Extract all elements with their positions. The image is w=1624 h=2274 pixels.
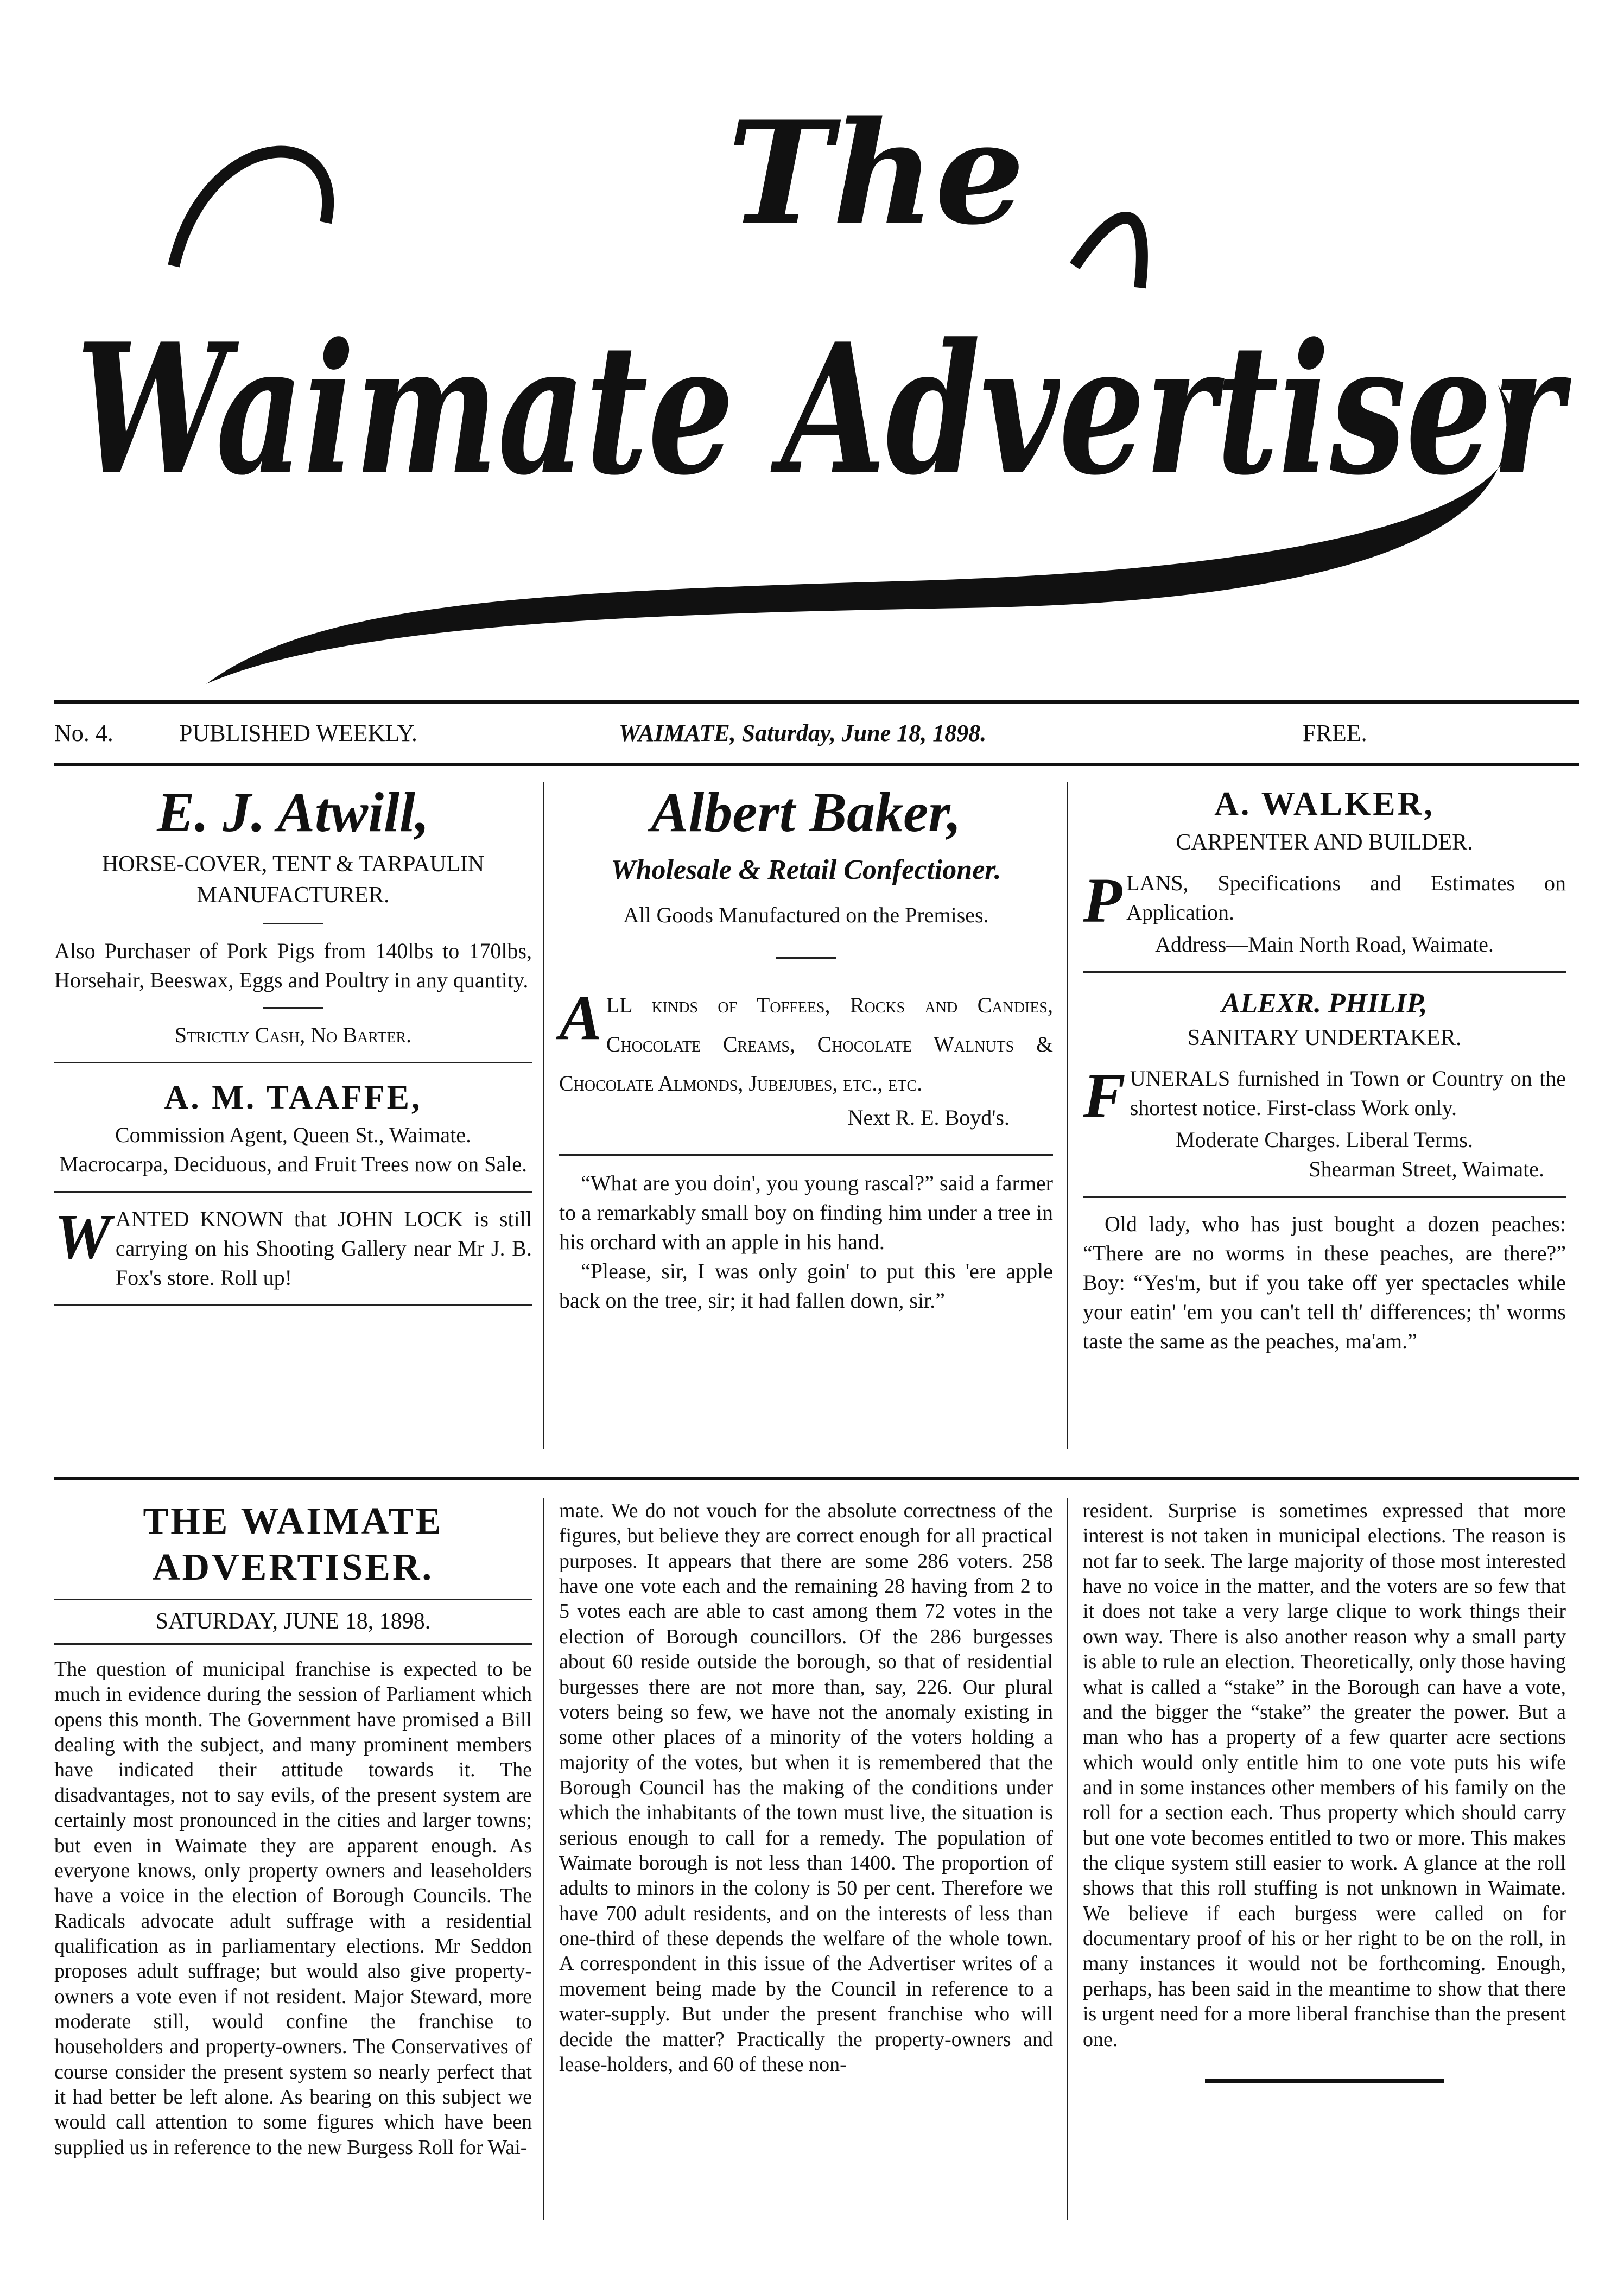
story-peaches: Old lady, who has just bought a dozen peaches: “There are no worms in these peaches, are there?” Boy: “Yes'm, but if you take off yer spectacles while your eatin' 'em you can't tell th' differences; th' worms taste the same as the peaches, ma'am.”	[1083, 1211, 1566, 1353]
divider	[1083, 971, 1566, 973]
swash-w-stroke	[174, 152, 328, 266]
editorial-text-2: mate. We do not vouch for the absolute correctness of the figures, but believe they are correct enough for all practical purposes. It appears that there are some 286 voters. 258 have one vote each and the remaining 28 having from 2 to 5 votes each are able to cast among them 72 votes in the election of Borough councillors. Of the 286 burgesses about 60 reside outside the borough, so that of residential burgesses there are not more than, say, 226. Our plural voters being so few, we have not the anomaly existing in some other places of a minority of the voters holding a majority of the votes, but when it is remembered that the Borough Council has the making of the conditions under which the inhabitants of the town must live, the situation is serious enough to call for a remedy. The population of Waimate borough is not less than 1400. The proportion of adults to minors in the colony is 50 per cent. Therefore we have 700 adult residents, and on the interests of less than one-third of these depends the welfare of the whole town. A correspondent in this issue of the Advertiser writes of a movement being made by the Council in reference to a water-supply. But under the present franchise who will decide the matter? Practically the property-owners and lease-holders, and 60 of these non-	[559, 1499, 1053, 2076]
dateline	[54, 719, 1579, 752]
divider	[263, 1007, 323, 1009]
baker-trade: Wholesale & Retail Confectioner.	[611, 854, 1001, 886]
baker-line1: All Goods Manufactured on the Premises.	[623, 902, 989, 927]
ad-philip	[1083, 985, 1566, 1184]
baker-text: LL kinds of Toffees, Rocks and Candies, Chocolate Creams, Chocolate Walnuts & Chocolate Almonds, Jubejubes, etc., etc.	[559, 992, 1053, 1095]
divider	[54, 1062, 532, 1063]
end-rule	[1205, 2079, 1444, 2083]
divider	[263, 923, 323, 924]
editorial-date: SATURDAY, JUNE 18, 1898.	[155, 1608, 431, 1634]
lock-text: ANTED KNOWN that JOHN LOCK is still carrying on his Shooting Gallery near Mr J. B. Fox's store. Roll up!	[115, 1207, 532, 1290]
place-date: WAIMATE, Saturday, June 18, 1898.	[619, 720, 987, 746]
column-separator	[1067, 782, 1068, 1449]
price: FREE.	[1303, 720, 1367, 746]
rascal-p2: “Please, sir, I was only goin' to put this 'ere apple back on the tree, sir; it had fallen down, sir.”	[559, 1258, 1053, 1313]
walker-dropcap: P	[1083, 865, 1122, 936]
ad-column-3	[1083, 782, 1566, 1455]
story-rascal	[559, 1169, 1053, 1315]
masthead-rule	[54, 700, 1579, 704]
editorial-column-3	[1083, 1498, 1566, 2083]
divider	[54, 1304, 532, 1306]
philip-trade: SANITARY UNDERTAKER.	[1187, 1025, 1462, 1050]
column-separator	[543, 782, 544, 1449]
walker-text: LANS, Specifications and Estimates on Application.	[1126, 871, 1566, 925]
column-separator	[543, 1498, 544, 2220]
section-rule	[54, 1477, 1579, 1480]
ad-taaffe	[54, 1075, 532, 1180]
taaffe-name: A. M. TAAFFE,	[164, 1079, 422, 1116]
philip-body	[1083, 1060, 1566, 1132]
divider	[1083, 1196, 1566, 1198]
issue-number: No. 4.	[54, 720, 113, 746]
column-separator	[1067, 1498, 1068, 2220]
philip-address: Shearman Street, Waimate.	[1309, 1156, 1544, 1181]
masthead-title: Waimate Advertiser	[76, 304, 1572, 515]
divider	[54, 1643, 532, 1645]
editorial-text-3: resident. Surprise is sometimes expressed that more interest is not taken in municipal elections. The reason is not far to seek. The large majority of those most interested have no voice in the matter, and the voters are so few that it does not take a very large clique to work things their own way. There is also another reason why a small party is able to rule an election. Theoretically, only those having what is called a “stake” in the Borough can have a vote, and the bigger the “stake” the greater the power. But a man who has a property of a few quarter acre sections which would only entitle him to one vote puts his wife and in some instances other members of his family on the roll for a section each. Thus property which should carry but one vote becomes entitled to two or more. This makes the clique system still easier to work. A glance at the roll shows that this roll stuffing is not unknown in Waimate. We believe if each burgess were called on for documentary proof of his or her right to be on the roll, in many instances it would not be forthcoming. Enough, perhaps, has been said in the meantime to show that there is urgent need for a more liberal franchise than the present one.	[1083, 1499, 1566, 2051]
philip-name: ALEXR. PHILIP,	[1221, 987, 1428, 1019]
philip-terms: Moderate Charges. Liberal Terms.	[1176, 1127, 1473, 1152]
divider	[559, 1154, 1053, 1156]
editorial-column-2	[559, 1498, 1053, 2077]
ad-column-2	[559, 782, 1053, 1455]
masthead	[43, 60, 1585, 700]
atwill-name: E. J. Atwill,	[157, 781, 429, 844]
ad-walker	[1083, 782, 1566, 959]
philip-text: UNERALS furnished in Town or Country on the shortest notice. First-class Work only.	[1130, 1066, 1566, 1120]
masthead-the: The	[727, 91, 1025, 256]
editorial-column-1	[54, 1498, 532, 2160]
baker-body	[559, 981, 1053, 1103]
atwill-terms: Strictly Cash, No Barter.	[174, 1022, 412, 1047]
swash-a-stroke	[1075, 218, 1142, 288]
taaffe-line1: Commission Agent, Queen St., Waimate.	[115, 1123, 471, 1148]
divider	[54, 1191, 532, 1193]
divider	[776, 957, 836, 959]
ad-atwill	[54, 782, 532, 1050]
masthead-logo	[43, 60, 1585, 700]
walker-address: Address—Main North Road, Waimate.	[1155, 932, 1494, 957]
atwill-body: Also Purchaser of Pork Pigs from 140lbs to 170lbs, Horsehair, Beeswax, Eggs and Poultry in any quantity.	[54, 938, 532, 992]
walker-body	[1083, 865, 1566, 936]
philip-dropcap: F	[1083, 1060, 1126, 1132]
walker-trade: CARPENTER AND BUILDER.	[1176, 829, 1473, 855]
ad-lock	[54, 1201, 532, 1293]
taaffe-line2: Macrocarpa, Deciduous, and Fruit Trees now on Sale.	[59, 1152, 528, 1177]
walker-name: A. WALKER,	[1214, 786, 1435, 822]
lock-dropcap: W	[54, 1201, 111, 1272]
rascal-p1: “What are you doin', you young rascal?” said a farmer to a remarkably small boy on finding him under a tree in his orchard with an apple in his hand.	[559, 1170, 1053, 1254]
baker-dropcap: A	[559, 981, 602, 1053]
editorial-text-1: The question of municipal franchise is expected to be much in evidence during the session of Parliament which opens this month. The Government have promised a Bill dealing with the subject, and many prominent members have indicated their attitude towards it. The disadvantages, not to say evils, of the present system are certainly most pronounced in the cities and larger towns; but even in Waimate they are apparent enough. As everyone knows, only property owners and leaseholders have a voice in the election of Borough Councils. The Radicals advocate adult suffrage with a residential qualification as in parliamentary elections. Mr Seddon proposes adult suffrage; but would also give property-owners a vote even if not resident. Major Steward, more moderate still, would confine the franchise to householders and property-owners. The Conservatives of course consider the present system so nearly perfect that it had better be left alone. As bearing on this subject we would call attention to some figures which have been supplied us in reference to the new Burgess Roll for Wai-	[54, 1658, 532, 2159]
dateline-rule	[54, 763, 1579, 766]
ad-column-1	[54, 782, 532, 1455]
published-weekly: PUBLISHED WEEKLY.	[179, 720, 417, 746]
atwill-trade: HORSE-COVER, TENT & TARPAULIN MANUFACTURER.	[101, 852, 485, 908]
divider	[54, 1599, 532, 1600]
ad-baker	[559, 782, 1053, 1132]
baker-address: Next R. E. Boyd's.	[847, 1105, 1010, 1130]
editorial-title: THE WAIMATE ADVERTISER.	[143, 1500, 443, 1589]
baker-name: Albert Baker,	[650, 781, 962, 844]
